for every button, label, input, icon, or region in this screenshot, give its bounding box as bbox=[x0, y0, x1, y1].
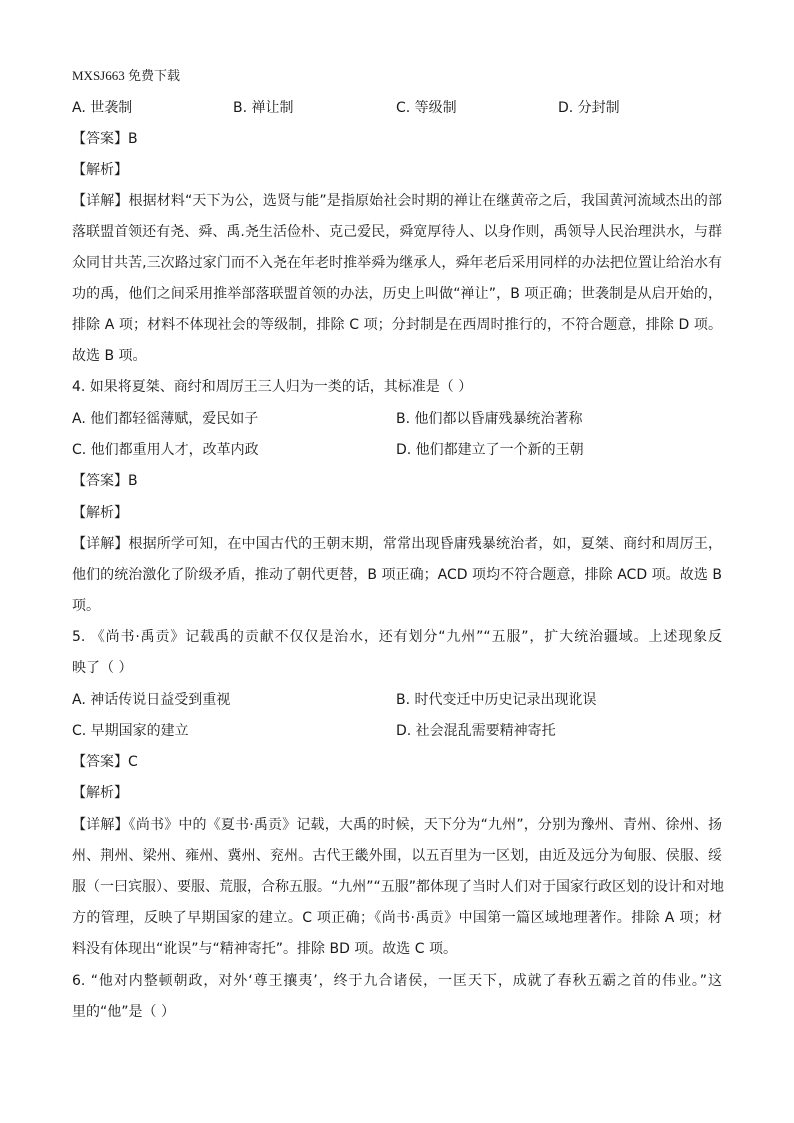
q3-option-b: B. 禅让制 bbox=[233, 100, 294, 116]
q3-option-d: D. 分封制 bbox=[558, 100, 620, 116]
q5-option-d: D. 社会混乱需要精神寄托 bbox=[396, 723, 556, 739]
q3-option-c: C. 等级制 bbox=[396, 100, 457, 116]
q4-option-a: A. 他们都轻徭薄赋，爱民如子 bbox=[72, 411, 259, 427]
q4-explanation-line: 【详解】根据所学可知，在中国古代的王朝末期，常常出现昏庸残暴统治者，如，夏桀、商纣和周厉王， bbox=[72, 536, 722, 552]
q3-explanation-line: 故选 B 项。 bbox=[72, 348, 147, 364]
q5-explanation-line: 【详解】《尚书》中的《夏书·禹贡》记载，大禹的时候，天下分为“九州”，分别为豫州、青州、徐州、扬 bbox=[72, 817, 722, 833]
q4-option-c: C. 他们都重用人才，改革内政 bbox=[72, 442, 259, 458]
q3-explanation-line: 功的禹，他们之间采用推举部落联盟首领的办法，历史上叫做“禅让”，B 项正确；世袭制是从启开始的， bbox=[72, 286, 722, 302]
q5-explanation-line: 料没有体现出“讹误”与“精神寄托”。排除 BD 项。故选 C 项。 bbox=[72, 941, 457, 957]
q4-option-b: B. 他们都以昏庸残暴统治著称 bbox=[396, 411, 583, 427]
q5-option-b: B. 时代变迁中历史记录出现讹误 bbox=[396, 692, 597, 708]
q6-stem-line: 6. “他对内整顿朝政，对外‘尊王攘夷’，终于九合诸侯，一匡天下，成就了春秋五霸之首的伟业。”这 bbox=[72, 973, 722, 989]
q4-analysis-label: 【解析】 bbox=[72, 505, 128, 521]
q5-stem-line: 5. 《尚书·禹贡》记载禹的贡献不仅仅是治水，还有划分“九州”“五服”，扩大统治疆域。上述现象反 bbox=[72, 629, 722, 645]
q5-explanation-line: 方的管理，反映了早期国家的建立。C 项正确；《尚书·禹贡》中国第一篇区域地理著作。排除 A 项；材 bbox=[72, 910, 722, 926]
q3-explanation-line: 排除 A 项；材料不体现社会的等级制，排除 C 项；分封制是在西周时推行的，不符合题意，排除 D 项。 bbox=[72, 317, 722, 333]
q5-explanation-line: 服（一曰宾服）、要服、荒服，合称五服。“九州”“五服”都体现了当时人们对于国家行政区划的设计和对地 bbox=[72, 879, 725, 895]
q3-explanation-line: 【详解】根据材料“天下为公，选贤与能”是指原始社会时期的禅让在继黄帝之后，我国黄河流域杰出的部 bbox=[72, 193, 722, 209]
q4-stem: 4. 如果将夏桀、商纣和周厉王三人归为一类的话，其标准是（ ） bbox=[72, 379, 473, 395]
q5-explanation-line: 州、荆州、梁州、雍州、冀州、兖州。古代王畿外围，以五百里为一区划，由近及远分为甸服、侯服、绥 bbox=[72, 848, 722, 864]
q5-answer: 【答案】C bbox=[72, 754, 138, 770]
q5-option-a: A. 神话传说日益受到重视 bbox=[72, 692, 231, 708]
q3-analysis-label: 【解析】 bbox=[72, 162, 128, 178]
q5-option-c: C. 早期国家的建立 bbox=[72, 723, 189, 739]
q4-answer: 【答案】B bbox=[72, 473, 138, 489]
q4-option-d: D. 他们都建立了一个新的王朝 bbox=[396, 442, 584, 458]
q4-explanation-line: 他们的统治激化了阶级矛盾，推动了朝代更替，B 项正确；ACD 项均不符合题意，排除 ACD 项。故选 B bbox=[72, 567, 722, 583]
q3-explanation-line: 众同甘共苦,三次路过家门而不入尧在年老时推举舜为继承人，舜年老后采用同样的办法把位置让给治水有 bbox=[72, 255, 722, 271]
q3-answer: 【答案】B bbox=[72, 131, 138, 147]
page-header-text: MXSJ663 免费下载 bbox=[72, 68, 180, 83]
q3-explanation-line: 落联盟首领还有尧、舜、禹.尧生活俭朴、克己爱民，舜宽厚待人、以身作则，禹领导人民治理洪水，与群 bbox=[72, 224, 722, 240]
q6-stem-line: 里的“他”是（ ） bbox=[72, 1004, 175, 1020]
q5-stem-line: 映了（ ） bbox=[72, 660, 133, 676]
q3-option-a: A. 世袭制 bbox=[72, 100, 133, 116]
q4-explanation-line: 项。 bbox=[72, 598, 100, 614]
q5-analysis-label: 【解析】 bbox=[72, 785, 128, 801]
